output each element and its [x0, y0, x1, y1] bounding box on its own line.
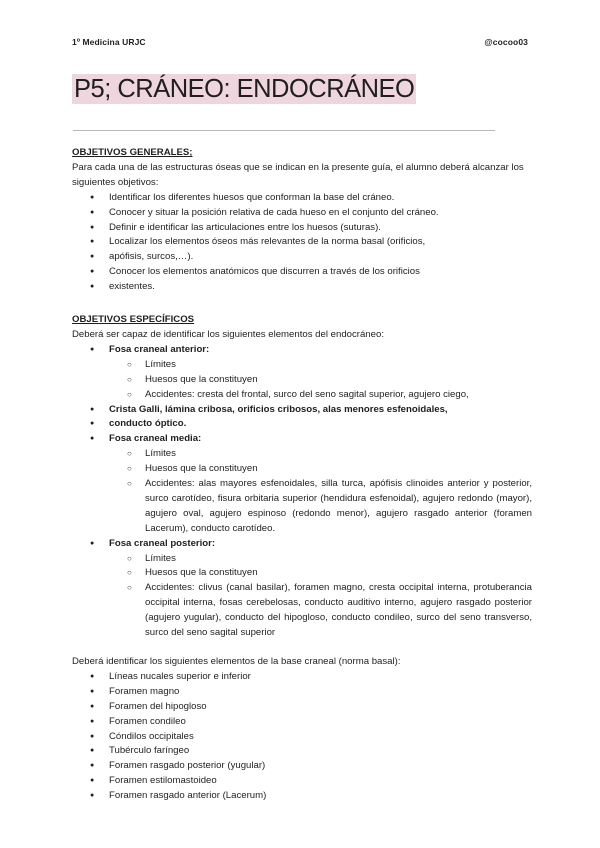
list-item: ○ Accidentes: cresta del frontal, surco del seno sagital superior, agujero ciego, [72, 388, 532, 403]
specific-objectives-list [72, 343, 532, 641]
list-item: ○ Límites [72, 447, 532, 462]
spacer [72, 295, 532, 313]
specific-objectives-heading: OBJETIVOS ESPECÍFICOS [72, 314, 195, 326]
specific-objectives-intro: Deberá ser capaz de identificar los siguientes elementos del endocráneo: [72, 328, 384, 340]
document-body [72, 146, 532, 804]
general-objectives-heading: OBJETIVOS GENERALES; [72, 147, 193, 158]
list-item: ○ Accidentes: alas mayores esfenoidales, silla turca, apófisis clinoides anterior y posterior, surco carotídeo, fisura orbitaria superior (hendidura esfenoidal), agujero redondo (mayor), agujero oval, agujero espinoso (redondo menor), agujero rasgado anterior (foramen Lacerum), conducto carotídeo. [72, 477, 532, 537]
list-item: ● Foramen rasgado anterior (Lacerum) [72, 789, 532, 804]
general-objectives-list [72, 191, 532, 295]
list-item: ● Localizar los elementos óseos más relevantes de la norma basal (orificios, [72, 235, 532, 250]
fosa-posterior-label: ● Fosa craneal posterior: [72, 537, 532, 552]
list-item: ● Foramen del hipogloso [72, 700, 532, 715]
list-item: ○ Huesos que la constituyen [72, 566, 532, 581]
list-item: ● Identificar los diferentes huesos que conforman la base del cráneo. [72, 191, 532, 206]
header-course: 1º Medicina URJC [72, 37, 146, 47]
page-header [72, 37, 528, 49]
list-item: ○ Huesos que la constituyen [72, 373, 532, 388]
spacer [72, 641, 532, 655]
fosa-anterior-label: ● Fosa craneal anterior: [72, 343, 532, 358]
page-title: P5; CRÁNEO: ENDOCRÁNEO [74, 75, 415, 103]
list-item: ○ Límites [72, 358, 532, 373]
list-item: ● existentes. [72, 280, 532, 295]
general-objectives-intro: Para cada una de las estructuras óseas que se indican en la presente guía, el alumno deberá alcanzar los siguientes objetivos: [72, 161, 524, 188]
title-divider [73, 130, 495, 131]
list-item: ● Conocer los elementos anatómicos que discurren a través de los orificios [72, 265, 532, 280]
list-item: ● Foramen condileo [72, 715, 532, 730]
list-item: ● Tubérculo faríngeo [72, 744, 532, 759]
list-item: ○ Huesos que la constituyen [72, 462, 532, 477]
list-item: ● Cóndilos occipitales [72, 730, 532, 745]
list-item: ● Conocer y situar la posición relativa de cada hueso en el conjunto del cráneo. [72, 206, 532, 221]
list-item: ● Foramen rasgado posterior (yugular) [72, 759, 532, 774]
list-item: ● Líneas nucales superior e inferior [72, 670, 532, 685]
list-item: ● Foramen magno [72, 685, 532, 700]
list-item: ○ Límites [72, 552, 532, 567]
list-item: ● apófisis, surcos,…). [72, 250, 532, 265]
fosa-media-label: ● Fosa craneal media: [72, 432, 532, 447]
basal-list [72, 670, 532, 804]
header-author: @cocoo03 [484, 37, 528, 47]
crista-galli-item: ● Crista Galli, lámina cribosa, orificios cribosos, alas menores esfenoidales, [72, 403, 532, 418]
conducto-optico-item: ● conducto óptico. [72, 417, 532, 432]
list-item: ● Definir e identificar las articulaciones entre los huesos (suturas). [72, 221, 532, 236]
basal-intro: Deberá identificar los siguientes elementos de la base craneal (norma basal): [72, 656, 401, 667]
list-item: ○ Accidentes: clivus (canal basilar), foramen magno, cresta occipital interna, protuberancia occipital interna, fosas cerebelosas, conducto auditivo interno, agujero rasgado posterior (agujero yugular), conducto del hipogloso, conducto condileo, surco del seno transverso, surco del seno sagital superior [72, 581, 532, 641]
list-item: ● Foramen estilomastoideo [72, 774, 532, 789]
